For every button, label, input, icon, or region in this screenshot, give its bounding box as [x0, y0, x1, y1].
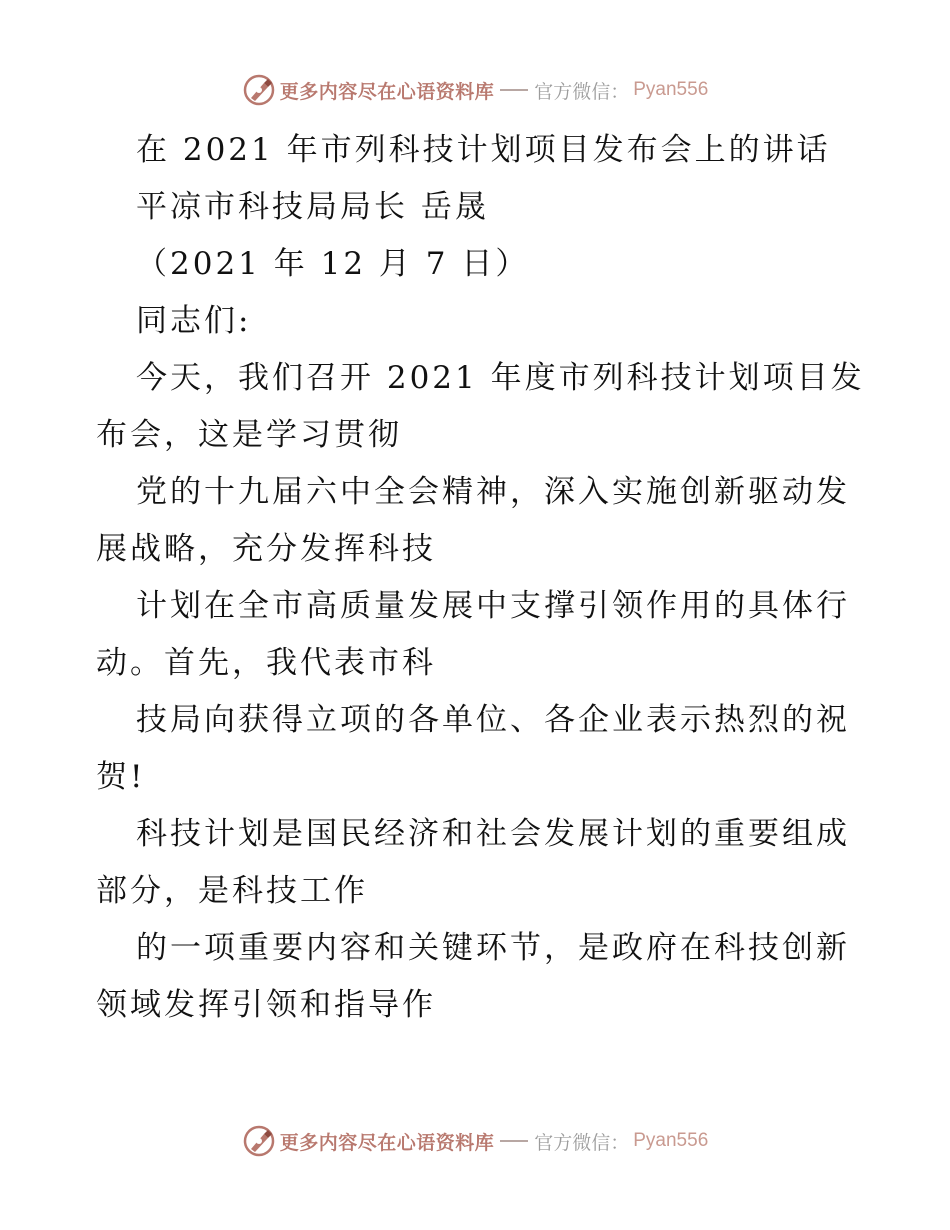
paragraph-line: 部分，是科技工作 [96, 873, 368, 909]
banner-wechat-label: 官方微信： [534, 80, 630, 103]
footer-banner [0, 1121, 950, 1161]
paragraph-line: 技局向获得立项的各单位、各企业表示热烈的祝 [136, 702, 850, 738]
document-date: （2021 年 12 月 7 日） [136, 246, 530, 282]
paragraph-line: 动。首先，我代表市科 [96, 645, 436, 681]
banner-divider [500, 89, 528, 91]
document-salutation: 同志们: [136, 303, 252, 339]
paragraph-line: 贺! [96, 759, 146, 795]
banner-wechat-id: Pyan556 [633, 1130, 709, 1151]
banner-wechat-id: Pyan556 [633, 79, 709, 100]
banner-text: 更多内容尽在心语资料库 [279, 80, 495, 103]
paragraph-line: 科技计划是国民经济和社会发展计划的重要组成 [136, 816, 850, 852]
banner-wechat-label: 官方微信： [534, 1131, 630, 1154]
paragraph-line: 今天，我们召开 2021 年度市列科技计划项目发 [136, 360, 865, 396]
pen-logo-icon [242, 73, 276, 107]
paragraph-line: 党的十九届六中全会精神，深入实施创新驱动发 [136, 474, 850, 510]
paragraph-line: 展战略，充分发挥科技 [96, 531, 436, 567]
banner-text: 更多内容尽在心语资料库 [279, 1131, 495, 1154]
header-banner [0, 70, 950, 110]
banner-divider [500, 1140, 528, 1142]
paragraph-line: 的一项重要内容和关键环节，是政府在科技创新 [136, 930, 850, 966]
document-body [96, 122, 865, 1034]
paragraph-line: 计划在全市高质量发展中支撑引领作用的具体行 [136, 588, 850, 624]
document-author: 平凉市科技局局长 岳晟 [136, 189, 489, 225]
document-title: 在 2021 年市列科技计划项目发布会上的讲话 [136, 132, 831, 168]
paragraph-line: 领域发挥引领和指导作 [96, 987, 436, 1023]
pen-logo-icon [242, 1124, 276, 1158]
paragraph-line: 布会，这是学习贯彻 [96, 417, 402, 453]
